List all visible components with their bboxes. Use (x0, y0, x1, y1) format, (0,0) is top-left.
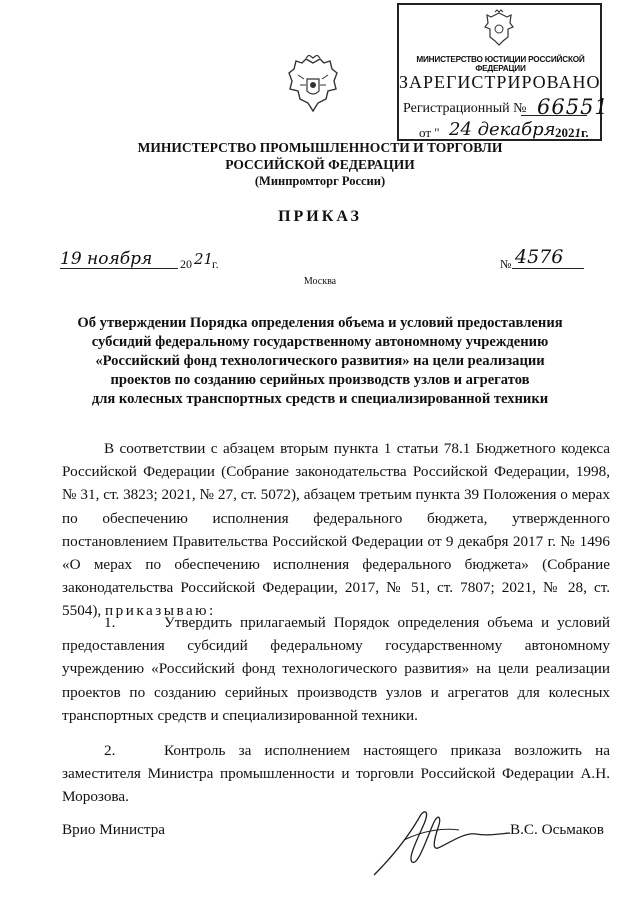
item-text: Контроль за исполнением настоящего приказа возложить на заместителя Министра промышленности и торговли Российской Федерации А.Н. Морозова. (62, 742, 610, 806)
order-year-suffix: г. (212, 257, 219, 271)
subject-line-2: субсидий федеральному государственному автономному учреждению (91, 334, 549, 350)
org-short-name: (Минпромторг России) (254, 174, 386, 188)
subject-line-3: «Российский фонд технологического развития» на цели реализации (95, 353, 545, 369)
registration-stamp (397, 3, 609, 141)
coat-of-arms-icon (286, 55, 340, 117)
stamp-ministry: МИНИСТЕРСТВО ЮСТИЦИИ РОССИЙСКОЙ ФЕДЕРАЦИИ (416, 55, 585, 73)
preamble-paragraph (62, 437, 610, 623)
item-number: 2. (104, 742, 116, 759)
order-year: 21 (194, 250, 214, 268)
stamp-reg-year-handwritten: 1 (574, 125, 581, 140)
stamp-reg-number: 66551 (537, 95, 609, 119)
order-number: 4576 (515, 246, 564, 268)
coat-of-arms-icon (481, 9, 517, 47)
document-type: ПРИКАЗ (278, 208, 362, 225)
stamp-reg-year-suffix: г. (581, 125, 589, 140)
org-line-1: МИНИСТЕРСТВО ПРОМЫШЛЕННОСТИ И ТОРГОВЛИ (137, 140, 503, 155)
order-word: приказываю: (105, 602, 216, 620)
subject-line-4: проектов по созданию серийных производств узлов и агрегатов (110, 372, 530, 388)
stamp-reg-date: 24 декабря (449, 119, 556, 140)
stamp-registered: ЗАРЕГИСТРИРОВАНО (399, 72, 601, 92)
order-item-2 (62, 739, 610, 809)
org-line-2: РОССИЙСКОЙ ФЕДЕРАЦИИ (225, 157, 415, 172)
city: Москва (303, 276, 337, 287)
signatory-position: Врио Министра (62, 821, 166, 838)
order-date: 19 ноября (60, 249, 153, 269)
signatory-name: В.С. Осьмаков (510, 821, 604, 838)
item-text: Утвердить прилагаемый Порядок определения объема и условий предоставления субсидий федеральному государственному автономному учреждению «Российский фонд технологического развития» на цели реализации проектов по созданию серийных производств узлов и агрегатов для колесных транспортных средств и специализированной техники. (62, 614, 610, 724)
stamp-reg-year-prefix: 202 (555, 125, 575, 140)
preamble-text: В соответствии с абзацем вторым пункта 1 статьи 78.1 Бюджетного кодекса Российской Федерации (Собрание законодательства Российской Федерации, 1998, № 31, ст. 3823; 2021, № 27, ст. 5072), абзацем третьим пункта 39 Положения о мерах по обеспечению исполнения федерального бюджета, утвержденного постановлением Правительства Российской Федерации от 9 декабря 2017 г. № 1496 «О мерах по обеспечению исполнения федерального бюджета» (Собрание законодательства Российской Федерации, 2017, № 51, ст. 7807; 2021, № 28, ст. 5504), (62, 440, 610, 620)
stamp-reg-number-label: Регистрационный № (403, 101, 527, 116)
item-number: 1. (104, 614, 116, 631)
organization-header (60, 139, 580, 190)
order-number-sign: № (500, 257, 512, 271)
stamp-reg-date-label: от " (419, 125, 440, 140)
subject-line-5: для колесных транспортных средств и специализированной техники (91, 391, 549, 407)
number-underline (512, 268, 584, 269)
order-subject (60, 314, 580, 409)
handwritten-signature (364, 800, 514, 880)
date-underline (60, 268, 178, 269)
order-item-1 (62, 611, 610, 727)
stamp-number-underline (521, 115, 587, 116)
order-year-prefix: 20 (180, 257, 192, 271)
subject-line-1: Об утверждении Порядка определения объема и условий предоставления (77, 315, 563, 331)
